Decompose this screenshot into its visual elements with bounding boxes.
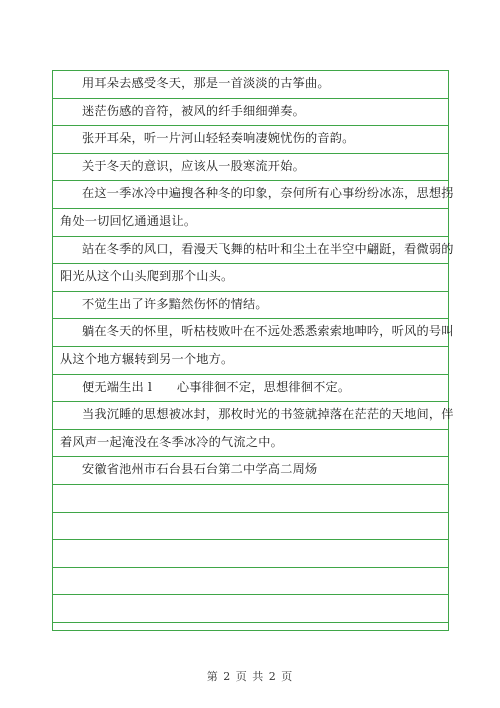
ruled-line: [52, 291, 448, 292]
lined-paper: [52, 70, 454, 631]
ruled-line: [52, 630, 448, 631]
left-border: [52, 70, 53, 631]
text-line-4: 关于冬天的意识，应该从一股寒流开始。: [82, 158, 305, 173]
page-number: 第 2 页 共 2 页: [206, 670, 294, 683]
text-line-15: 安徽省池州市石台县石台第二中学高二周炀: [82, 462, 318, 477]
ruled-line: [52, 263, 448, 264]
ruled-line: [52, 180, 448, 181]
text-line-12: 便无端生出 l 心事徘徊不定，思想徘徊不定。: [82, 379, 351, 394]
text-line-10: 躺在冬天的怀里，听枯枝败叶在不远处悉悉索索地呻吟，听风的号叫: [82, 324, 454, 339]
ruled-line: [52, 70, 448, 71]
text-line-3: 张开耳朵，听一片河山轻轻奏响凄婉忧伤的音韵。: [82, 131, 355, 146]
ruled-line: [52, 346, 448, 347]
text-line-11: 从这个地方辗转到另一个地方。: [60, 352, 234, 366]
ruled-line: [52, 567, 448, 568]
text-line-8: 阳光从这个山头爬到那个山头。: [60, 269, 234, 284]
ruled-line: [52, 456, 448, 457]
text-line-14: 着风声一起淹没在冬季冰冷的气流之中。: [60, 434, 283, 449]
ruled-line: [52, 594, 448, 595]
ruled-line: [52, 125, 448, 126]
text-line-7: 站在冬季的风口，看漫天飞舞的枯叶和尘土在半空中翩跹，看微弱的: [82, 241, 454, 256]
ruled-line: [52, 484, 448, 485]
ruled-line: [52, 208, 448, 209]
ruled-line: [52, 622, 448, 623]
text-line-5: 在这一季冰冷中遍搜各种冬的印象，奈何所有心事纷纷冰冻，思想拐: [82, 186, 454, 201]
text-line-9: 不觉生出了许多黯然伤怀的情结。: [82, 296, 268, 311]
right-border: [448, 70, 449, 631]
ruled-line: [52, 539, 448, 540]
ruled-line: [52, 236, 448, 237]
ruled-line: [52, 98, 448, 99]
ruled-line: [52, 374, 448, 375]
ruled-line: [52, 318, 448, 319]
text-line-13: 当我沉睡的思想被冰封，那枚时光的书签就掉落在茫茫的天地间，伴: [82, 407, 454, 422]
ruled-line: [52, 153, 448, 154]
text-line-1: 用耳朵去感受冬天，那是一首淡淡的古筝曲。: [82, 76, 330, 90]
text-line-6: 角处一切回忆通通退让。: [60, 214, 197, 228]
ruled-line: [52, 401, 448, 402]
ruled-line: [52, 512, 448, 513]
ruled-line: [52, 429, 448, 430]
text-line-2: 迷茫伤感的音符，被风的纤手细细弹奏。: [82, 103, 305, 118]
